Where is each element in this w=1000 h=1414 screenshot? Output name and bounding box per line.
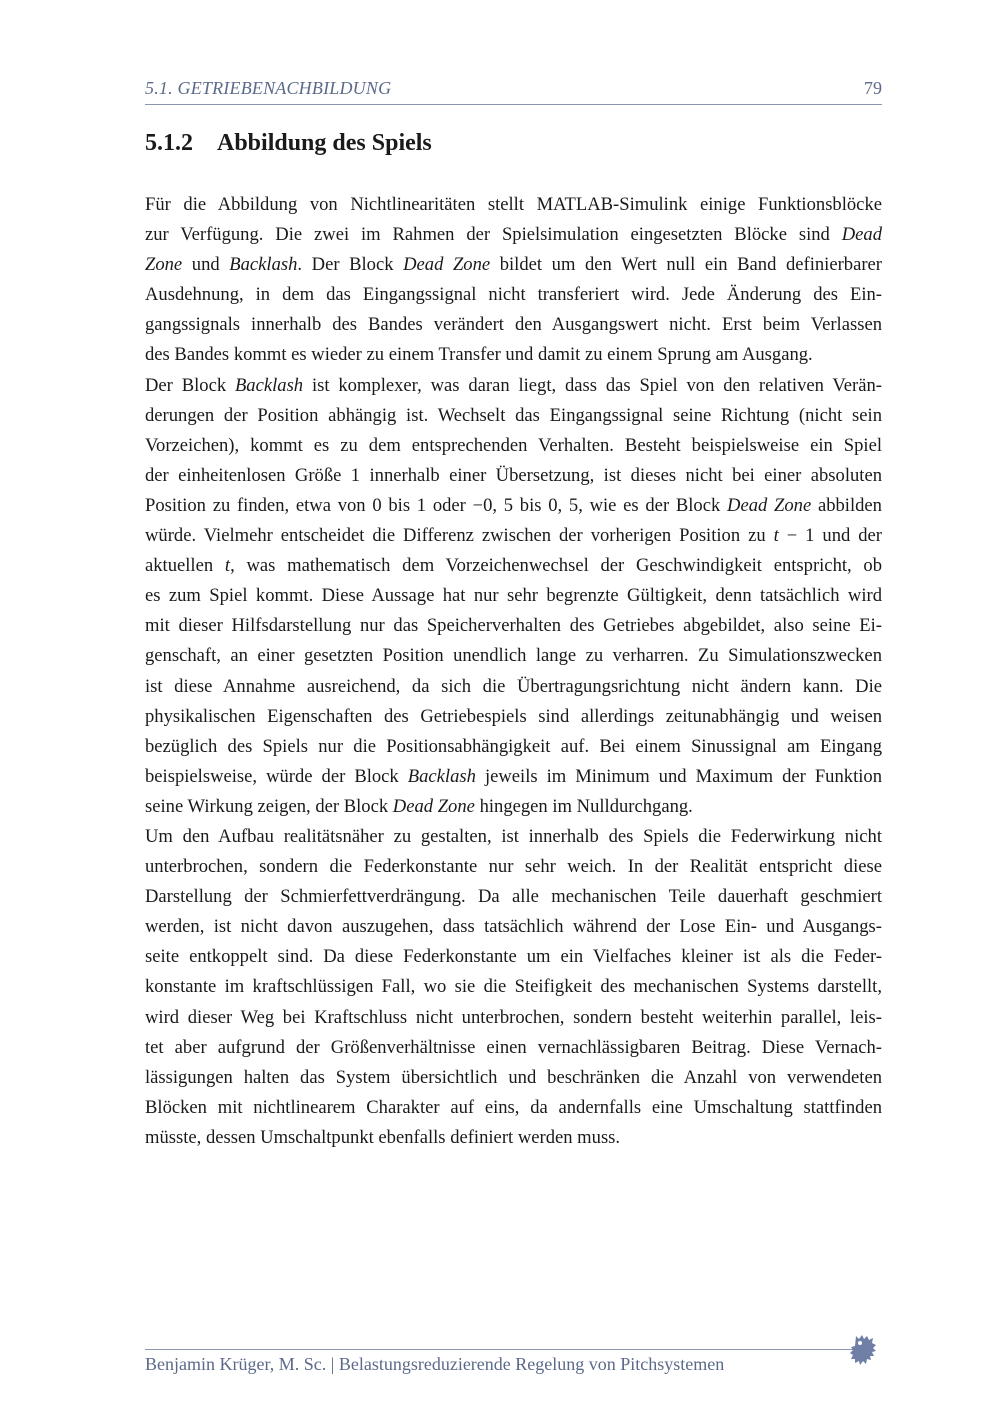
text-line (145, 972, 882, 1002)
italic-text: t (773, 525, 779, 547)
text-line (145, 431, 882, 461)
text-segment: Um den Aufbau realitätsnäher zu gestalten, ist innerhalb des Spiels die Federwirkung nicht (145, 825, 882, 847)
text-segment: gangssignals innerhalb des Bandes verändert den Ausgangswert nicht. Erst beim Verlassen (145, 314, 882, 336)
text-segment: konstante im kraftschlüssigen Fall, wo sie die Steifigkeit des mechanischen Systems darstellt, (145, 976, 882, 998)
text-segment: ist komplexer, was daran liegt, dass das Spiel von den relativen Verän- (303, 374, 882, 396)
text-line (145, 1003, 882, 1033)
text-segment: es zum Spiel kommt. Diese Aussage hat nur sehr begrenzte Gültigkeit, denn tatsächlich wird (145, 585, 882, 607)
italic-text: Dead Zone (403, 254, 491, 276)
text-line (145, 762, 882, 792)
text-segment: lässigungen halten das System übersichtlich und beschränken die Anzahl von verwendeten (145, 1066, 882, 1088)
text-line (145, 942, 882, 972)
text-line (145, 521, 882, 551)
text-segment: Darstellung der Schmierfettverdrängung. Da alle mechanischen Teile dauerhaft geschmiert (145, 886, 882, 908)
text-line (145, 1123, 882, 1153)
text-segment: − 1 und der (778, 525, 882, 547)
italic-text: Dead Zone (392, 795, 475, 817)
text-line (145, 581, 882, 611)
text-line (145, 1093, 882, 1123)
italic-text: Backlash (234, 374, 304, 396)
header-section-title: 5.1. GETRIEBENACHBILDUNG (145, 78, 392, 98)
text-line (145, 702, 882, 732)
page-number: 79 (864, 78, 882, 98)
text-line (145, 882, 882, 912)
text-segment: würde. Vielmehr entscheidet die Differenz zwischen der vorherigen Position zu (145, 525, 774, 547)
text-segment: jeweils im Minimum und Maximum der Funktion (475, 765, 882, 787)
text-segment: ist diese Annahme ausreichend, da sich die Übertragungsrichtung nicht ändern kann. Die (145, 675, 882, 697)
text-segment: physikalischen Eigenschaften des Getriebespiels sind allerdings zeitunabhängig und weisen (145, 705, 882, 727)
text-line (145, 190, 882, 220)
text-segment: wird dieser Weg bei Kraftschluss nicht unterbrochen, sondern besteht weiterhin parallel, leis- (145, 1006, 882, 1028)
text-segment: unterbrochen, sondern die Federkonstante nur sehr weich. In der Realität entspricht diese (145, 856, 882, 878)
text-line (145, 340, 882, 370)
text-segment: hingegen im Nulldurchgang. (474, 795, 693, 817)
text-segment: . Der Block (297, 254, 404, 276)
text-segment: Position zu finden, etwa von 0 bis 1 oder −0, 5 bis 0, 5, wie es der Block (145, 494, 728, 516)
text-line (145, 1063, 882, 1093)
text-segment: beispielsweise, würde der Block (145, 765, 408, 787)
footer-text: Benjamin Krüger, M. Sc. | Belastungsreduzierende Regelung von Pitchsystemen (145, 1354, 725, 1374)
text-line (145, 852, 882, 882)
text-line (145, 401, 882, 431)
section-number: 5.1.2 (145, 130, 193, 156)
heraldic-lion-logo-icon (850, 1333, 880, 1367)
text-segment: müsste, dessen Umschaltpunkt ebenfalls definiert werden muss. (145, 1126, 621, 1148)
body-text (145, 190, 882, 1153)
text-segment: tet aber aufgrund der Größenverhältnisse einen vernachlässigbaren Beitrag. Diese Vernach- (145, 1036, 882, 1058)
text-segment: genschaft, an einer gesetzten Position unendlich lange zu verharren. Zu Simulationszwecken (145, 645, 882, 667)
footer-rule (145, 1349, 853, 1350)
text-segment: des Bandes kommt es wieder zu einem Transfer und damit zu einem Sprung am Ausgang. (145, 344, 813, 366)
running-header (145, 76, 882, 105)
text-line (145, 310, 882, 340)
text-line (145, 220, 882, 250)
section-title: Abbildung des Spiels (217, 130, 432, 156)
italic-text: Zone (145, 254, 183, 276)
text-segment: der einheitenlosen Größe 1 innerhalb einer Übersetzung, ist dieses nicht bei einer absoluten (145, 464, 882, 486)
italic-text: t (224, 555, 231, 577)
text-line (145, 250, 882, 280)
italic-text: Dead Zone (727, 494, 812, 516)
text-line (145, 611, 882, 641)
text-segment: abbilden (811, 494, 882, 516)
text-line (145, 732, 882, 762)
text-line (145, 792, 882, 822)
text-segment: werden, ist nicht davon auszugehen, dass tatsächlich während der Lose Ein- und Ausgangs- (145, 916, 882, 938)
text-segment: Vorzeichen), kommt es zu dem entsprechenden Verhalten. Besteht beispielsweise ein Spiel (145, 434, 882, 456)
text-line (145, 1033, 882, 1063)
section-heading (145, 130, 432, 157)
text-segment: bezüglich des Spiels nur die Positionsabhängigkeit auf. Bei einem Sinussignal am Eingang (145, 735, 882, 757)
text-segment: und (182, 254, 230, 276)
text-line (145, 912, 882, 942)
text-line (145, 461, 882, 491)
text-line (145, 491, 882, 521)
text-line (145, 280, 882, 310)
text-segment: zur Verfügung. Die zwei im Rahmen der Spielsimulation eingesetzten Blöcke sind (145, 224, 842, 246)
text-segment: aktuellen (145, 555, 225, 577)
italic-text: Backlash (407, 765, 476, 787)
text-line (145, 371, 882, 401)
text-segment: , was mathematisch dem Vorzeichenwechsel der Geschwindigkeit entspricht, ob (230, 555, 883, 577)
text-segment: mit dieser Hilfsdarstellung nur das Speicherverhalten des Getriebes abgebildet, also seine Ei- (145, 615, 882, 637)
text-segment: seite entkoppelt sind. Da diese Federkonstante um ein Vielfaches kleiner ist als die Feder- (145, 946, 882, 968)
text-segment: derungen der Position abhängig ist. Wechselt das Eingangssignal seine Richtung (nicht sein (145, 404, 882, 426)
italic-text: Backlash (229, 254, 298, 276)
text-segment: Der Block (145, 374, 235, 396)
text-segment: Ausdehnung, in dem das Eingangssignal nicht transferiert wird. Jede Änderung des Ein- (145, 284, 882, 306)
text-segment: bildet um den Wert null ein Band definierbarer (490, 254, 882, 276)
text-segment: Blöcken mit nichtlinearem Charakter auf eins, da andernfalls eine Umschaltung stattfinden (145, 1096, 882, 1118)
text-segment: Für die Abbildung von Nichtlinearitäten stellt MATLAB-Simulink einige Funktionsblöcke (145, 194, 882, 215)
text-line (145, 551, 882, 581)
italic-text: Dead (841, 224, 882, 246)
text-line (145, 822, 882, 852)
text-segment: seine Wirkung zeigen, der Block (145, 795, 393, 817)
text-line (145, 672, 882, 702)
text-line (145, 641, 882, 671)
